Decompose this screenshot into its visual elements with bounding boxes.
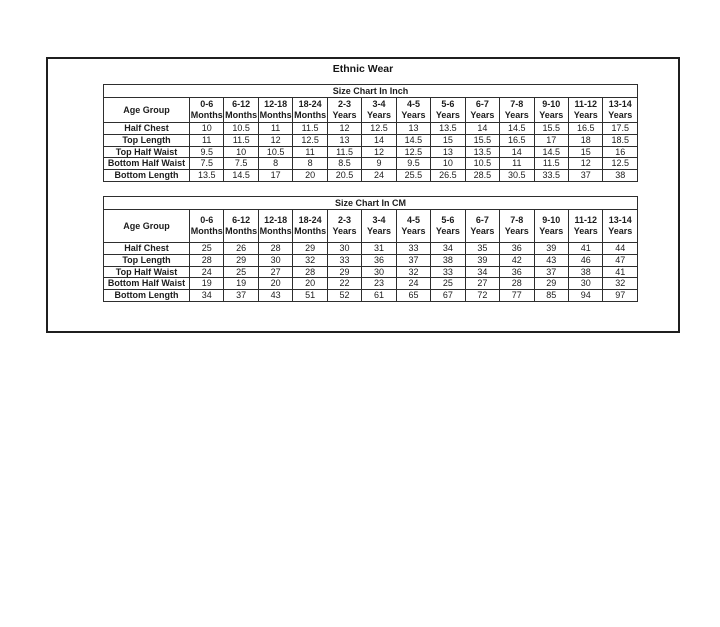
column-header-unit: Years bbox=[608, 110, 633, 120]
column-header bbox=[603, 98, 638, 123]
row-label: Top Length bbox=[104, 134, 190, 146]
column-header-range: 0-6 bbox=[200, 215, 214, 226]
cell-value: 10.5 bbox=[465, 158, 499, 170]
cell-value: 44 bbox=[603, 242, 638, 254]
cell-value: 13 bbox=[431, 146, 465, 158]
cell-value: 8 bbox=[293, 158, 327, 170]
row-label: Half Chest bbox=[104, 123, 190, 135]
size-chart-inch-table bbox=[103, 84, 638, 182]
cell-value: 16.5 bbox=[568, 123, 602, 135]
column-header-unit: Years bbox=[366, 110, 391, 120]
cell-value: 17 bbox=[258, 170, 292, 182]
cell-value: 65 bbox=[396, 290, 430, 302]
cell-value: 72 bbox=[465, 290, 499, 302]
column-header-range: 7-8 bbox=[510, 215, 524, 226]
column-header-unit: Months bbox=[294, 110, 327, 120]
cell-value: 30 bbox=[568, 278, 602, 290]
table-header-row bbox=[104, 98, 638, 123]
cell-value: 19 bbox=[190, 278, 224, 290]
cell-value: 19 bbox=[224, 278, 258, 290]
column-header-unit: Years bbox=[539, 110, 564, 120]
cell-value: 13 bbox=[396, 123, 430, 135]
column-header-range: 4-5 bbox=[406, 99, 420, 110]
cell-value: 32 bbox=[396, 266, 430, 278]
column-header-unit: Years bbox=[401, 110, 426, 120]
cell-value: 34 bbox=[431, 242, 465, 254]
column-header-range: 6-7 bbox=[475, 215, 489, 226]
cell-value: 97 bbox=[603, 290, 638, 302]
cell-value: 52 bbox=[327, 290, 361, 302]
cell-value: 10 bbox=[224, 146, 258, 158]
column-header-unit: Years bbox=[470, 225, 495, 236]
cell-value: 23 bbox=[362, 278, 396, 290]
table-row bbox=[104, 278, 638, 290]
cell-value: 20 bbox=[293, 170, 327, 182]
table-row bbox=[104, 290, 638, 302]
column-header-range: 3-4 bbox=[372, 215, 386, 226]
cell-value: 15.5 bbox=[465, 134, 499, 146]
table-row bbox=[104, 266, 638, 278]
cell-value: 15.5 bbox=[534, 123, 568, 135]
cell-value: 20 bbox=[258, 278, 292, 290]
column-header bbox=[327, 209, 361, 242]
column-header-range: 4-5 bbox=[406, 215, 420, 226]
column-header-unit: Months bbox=[294, 225, 327, 236]
cell-value: 11.5 bbox=[327, 146, 361, 158]
cell-value: 16 bbox=[603, 146, 638, 158]
cell-value: 13.5 bbox=[431, 123, 465, 135]
row-label: Top Half Waist bbox=[104, 146, 190, 158]
cell-value: 11 bbox=[293, 146, 327, 158]
cell-value: 34 bbox=[465, 266, 499, 278]
table-row bbox=[104, 170, 638, 182]
table-row bbox=[104, 146, 638, 158]
column-header-unit: Years bbox=[608, 225, 633, 236]
cell-value: 15 bbox=[568, 146, 602, 158]
column-header bbox=[431, 209, 465, 242]
cell-value: 24 bbox=[362, 170, 396, 182]
cell-value: 36 bbox=[362, 254, 396, 266]
column-header-unit: Years bbox=[366, 225, 391, 236]
cell-value: 9.5 bbox=[190, 146, 224, 158]
cell-value: 33 bbox=[327, 254, 361, 266]
cell-value: 36 bbox=[500, 266, 534, 278]
column-header bbox=[224, 209, 258, 242]
cell-value: 14.5 bbox=[500, 123, 534, 135]
column-header-unit: Years bbox=[504, 110, 529, 120]
cell-value: 28 bbox=[293, 266, 327, 278]
cell-value: 7.5 bbox=[190, 158, 224, 170]
column-header bbox=[293, 98, 327, 123]
cell-value: 29 bbox=[293, 242, 327, 254]
column-header bbox=[327, 98, 361, 123]
cell-value: 10.5 bbox=[224, 123, 258, 135]
cell-value: 29 bbox=[534, 278, 568, 290]
table-caption: Size Chart In CM bbox=[104, 196, 638, 209]
table-caption: Size Chart In Inch bbox=[104, 85, 638, 98]
table-row bbox=[104, 134, 638, 146]
column-header bbox=[190, 98, 224, 123]
cell-value: 29 bbox=[224, 254, 258, 266]
column-header-unit: Years bbox=[435, 110, 460, 120]
column-header-unit: Years bbox=[470, 110, 495, 120]
cell-value: 67 bbox=[431, 290, 465, 302]
column-header-range: 13-14 bbox=[608, 99, 632, 110]
cell-value: 38 bbox=[431, 254, 465, 266]
column-header-unit: Years bbox=[332, 110, 357, 120]
row-label: Bottom Half Waist bbox=[104, 158, 190, 170]
cell-value: 20 bbox=[293, 278, 327, 290]
cell-value: 12.5 bbox=[603, 158, 638, 170]
cell-value: 30 bbox=[258, 254, 292, 266]
table-row bbox=[104, 158, 638, 170]
table-row bbox=[104, 123, 638, 135]
cell-value: 33 bbox=[396, 242, 430, 254]
column-header-range: 9-10 bbox=[542, 215, 561, 226]
column-header bbox=[258, 98, 292, 123]
cell-value: 11 bbox=[190, 134, 224, 146]
cell-value: 16.5 bbox=[500, 134, 534, 146]
cell-value: 25.5 bbox=[396, 170, 430, 182]
cell-value: 12.5 bbox=[396, 146, 430, 158]
column-header-range: 5-6 bbox=[441, 215, 455, 226]
cell-value: 12.5 bbox=[362, 123, 396, 135]
column-header-range: 11-12 bbox=[574, 215, 597, 226]
cell-value: 12 bbox=[362, 146, 396, 158]
cell-value: 10 bbox=[431, 158, 465, 170]
column-header-unit: Years bbox=[573, 110, 598, 120]
column-header-range: 9-10 bbox=[542, 99, 561, 110]
cell-value: 43 bbox=[258, 290, 292, 302]
column-header bbox=[500, 209, 534, 242]
cell-value: 14.5 bbox=[224, 170, 258, 182]
cell-value: 12.5 bbox=[293, 134, 327, 146]
cell-value: 36 bbox=[500, 242, 534, 254]
cell-value: 9 bbox=[362, 158, 396, 170]
cell-value: 11.5 bbox=[224, 134, 258, 146]
column-header-range: 0-6 bbox=[200, 99, 214, 110]
column-header-range: 2-3 bbox=[338, 99, 352, 110]
column-header-unit: Months bbox=[190, 225, 223, 236]
column-header-unit: Years bbox=[504, 225, 529, 236]
cell-value: 33.5 bbox=[534, 170, 568, 182]
column-header bbox=[465, 209, 499, 242]
cell-value: 34 bbox=[190, 290, 224, 302]
cell-value: 11 bbox=[500, 158, 534, 170]
table-row bbox=[104, 242, 638, 254]
row-label: Bottom Length bbox=[104, 170, 190, 182]
cell-value: 11.5 bbox=[534, 158, 568, 170]
document-title: Ethnic Wear bbox=[332, 63, 394, 75]
cell-value: 14 bbox=[362, 134, 396, 146]
cell-value: 28.5 bbox=[465, 170, 499, 182]
column-header bbox=[396, 98, 430, 123]
cell-value: 35 bbox=[465, 242, 499, 254]
cell-value: 41 bbox=[603, 266, 638, 278]
column-header-unit: Months bbox=[259, 225, 292, 236]
cell-value: 77 bbox=[500, 290, 534, 302]
cell-value: 26.5 bbox=[431, 170, 465, 182]
cell-value: 43 bbox=[534, 254, 568, 266]
column-header-unit: Years bbox=[332, 225, 357, 236]
column-header-range: 6-12 bbox=[232, 215, 251, 226]
cell-value: 41 bbox=[568, 242, 602, 254]
table-row bbox=[104, 254, 638, 266]
table-caption-row bbox=[104, 196, 638, 209]
column-header bbox=[534, 98, 568, 123]
cell-value: 37 bbox=[224, 290, 258, 302]
cell-value: 46 bbox=[568, 254, 602, 266]
cell-value: 38 bbox=[603, 170, 638, 182]
cell-value: 18 bbox=[568, 134, 602, 146]
row-label: Bottom Length bbox=[104, 290, 190, 302]
cell-value: 8.5 bbox=[327, 158, 361, 170]
row-label: Half Chest bbox=[104, 242, 190, 254]
column-header bbox=[431, 98, 465, 123]
column-header-range: 13-14 bbox=[608, 215, 632, 226]
cell-value: 11 bbox=[258, 123, 292, 135]
cell-value: 28 bbox=[258, 242, 292, 254]
cell-value: 39 bbox=[465, 254, 499, 266]
column-header bbox=[224, 98, 258, 123]
column-header bbox=[465, 98, 499, 123]
cell-value: 14.5 bbox=[534, 146, 568, 158]
cell-value: 28 bbox=[500, 278, 534, 290]
column-header-range: 18-24 bbox=[298, 215, 322, 226]
cell-value: 14 bbox=[500, 146, 534, 158]
age-group-header: Age Group bbox=[104, 98, 190, 123]
column-header bbox=[293, 209, 327, 242]
column-header-range: 5-6 bbox=[441, 99, 455, 110]
column-header-range: 7-8 bbox=[510, 99, 524, 110]
cell-value: 13.5 bbox=[190, 170, 224, 182]
column-header-range: 2-3 bbox=[338, 215, 352, 226]
column-header bbox=[362, 98, 396, 123]
table-caption-row bbox=[104, 85, 638, 98]
cell-value: 22 bbox=[327, 278, 361, 290]
cell-value: 25 bbox=[224, 266, 258, 278]
cell-value: 12 bbox=[568, 158, 602, 170]
size-chart-cm-table bbox=[103, 196, 638, 302]
cell-value: 33 bbox=[431, 266, 465, 278]
cell-value: 30 bbox=[362, 266, 396, 278]
row-label: Top Half Waist bbox=[104, 266, 190, 278]
cell-value: 27 bbox=[465, 278, 499, 290]
row-label: Top Length bbox=[104, 254, 190, 266]
cell-value: 47 bbox=[603, 254, 638, 266]
column-header-range: 6-7 bbox=[475, 99, 489, 110]
cell-value: 24 bbox=[396, 278, 430, 290]
row-label: Bottom Half Waist bbox=[104, 278, 190, 290]
column-header-range: 11-12 bbox=[574, 99, 597, 110]
column-header-range: 12-18 bbox=[264, 215, 288, 226]
cell-value: 18.5 bbox=[603, 134, 638, 146]
column-header-unit: Months bbox=[225, 225, 258, 236]
cell-value: 10.5 bbox=[258, 146, 292, 158]
column-header bbox=[568, 209, 602, 242]
column-header-range: 12-18 bbox=[264, 99, 288, 110]
column-header bbox=[258, 209, 292, 242]
cell-value: 37 bbox=[396, 254, 430, 266]
cell-value: 32 bbox=[293, 254, 327, 266]
column-header bbox=[190, 209, 224, 242]
cell-value: 85 bbox=[534, 290, 568, 302]
column-header-range: 18-24 bbox=[298, 99, 322, 110]
cell-value: 13.5 bbox=[465, 146, 499, 158]
cell-value: 25 bbox=[431, 278, 465, 290]
cell-value: 17 bbox=[534, 134, 568, 146]
cell-value: 12 bbox=[258, 134, 292, 146]
column-header-unit: Years bbox=[435, 225, 460, 236]
column-header-range: 3-4 bbox=[372, 99, 386, 110]
cell-value: 30.5 bbox=[500, 170, 534, 182]
cell-value: 28 bbox=[190, 254, 224, 266]
cell-value: 37 bbox=[568, 170, 602, 182]
column-header bbox=[396, 209, 430, 242]
column-header-unit: Months bbox=[259, 110, 292, 120]
column-header bbox=[362, 209, 396, 242]
table-header-row bbox=[104, 209, 638, 242]
cell-value: 61 bbox=[362, 290, 396, 302]
age-group-header: Age Group bbox=[104, 209, 190, 242]
cell-value: 17.5 bbox=[603, 123, 638, 135]
cell-value: 51 bbox=[293, 290, 327, 302]
cell-value: 25 bbox=[190, 242, 224, 254]
cell-value: 11.5 bbox=[293, 123, 327, 135]
cell-value: 39 bbox=[534, 242, 568, 254]
cell-value: 7.5 bbox=[224, 158, 258, 170]
column-header bbox=[603, 209, 638, 242]
cell-value: 20.5 bbox=[327, 170, 361, 182]
column-header-unit: Months bbox=[225, 110, 258, 120]
cell-value: 8 bbox=[258, 158, 292, 170]
cell-value: 94 bbox=[568, 290, 602, 302]
cell-value: 27 bbox=[258, 266, 292, 278]
page-border-frame bbox=[46, 57, 680, 333]
cell-value: 14.5 bbox=[396, 134, 430, 146]
column-header bbox=[568, 98, 602, 123]
column-header-unit: Months bbox=[190, 110, 223, 120]
column-header-unit: Years bbox=[539, 225, 564, 236]
cell-value: 13 bbox=[327, 134, 361, 146]
cell-value: 15 bbox=[431, 134, 465, 146]
cell-value: 30 bbox=[327, 242, 361, 254]
cell-value: 42 bbox=[500, 254, 534, 266]
column-header-unit: Years bbox=[573, 225, 598, 236]
cell-value: 12 bbox=[327, 123, 361, 135]
column-header bbox=[534, 209, 568, 242]
cell-value: 9.5 bbox=[396, 158, 430, 170]
column-header-range: 6-12 bbox=[232, 99, 251, 110]
cell-value: 31 bbox=[362, 242, 396, 254]
cell-value: 14 bbox=[465, 123, 499, 135]
cell-value: 26 bbox=[224, 242, 258, 254]
column-header bbox=[500, 98, 534, 123]
cell-value: 24 bbox=[190, 266, 224, 278]
cell-value: 37 bbox=[534, 266, 568, 278]
cell-value: 38 bbox=[568, 266, 602, 278]
cell-value: 29 bbox=[327, 266, 361, 278]
cell-value: 10 bbox=[190, 123, 224, 135]
column-header-unit: Years bbox=[401, 225, 426, 236]
cell-value: 32 bbox=[603, 278, 638, 290]
